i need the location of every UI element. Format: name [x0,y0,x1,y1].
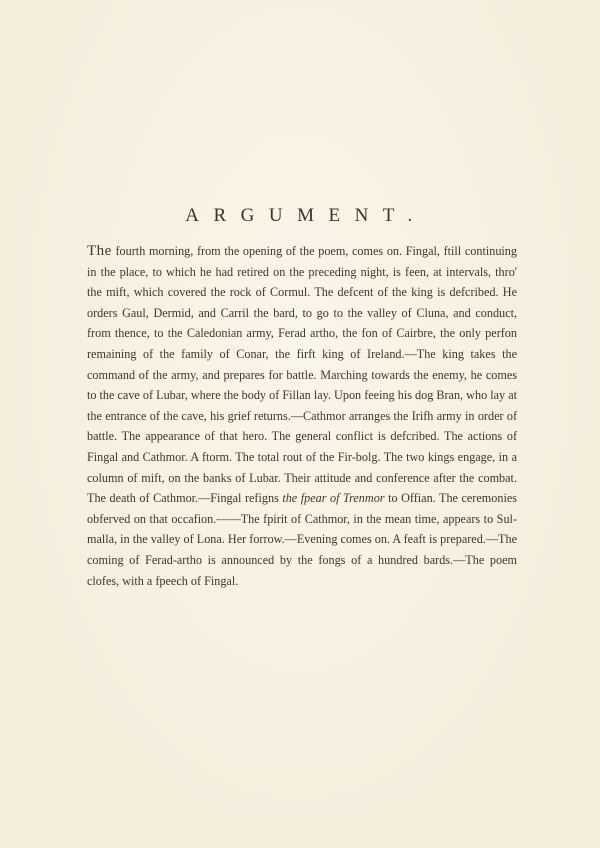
argument-text-part-1: fourth morning, from the opening of the poem, comes on. Fingal, ftill continuing in the place, to which he had retired on the preceding night, is feen, at intervals, thro' the mift, which covered the rock of Cormul. The defcent of the king is defcribed. He orders Gaul, Dermid, and Carril the bard, to go to the valley of Cluna, and conduct, from thence, to the Caledonian army, Ferad artho, the fon of Cairbre, the only perfon remaining of the family of Conar, the firft king of Ireland.—The king takes the command of the army, and prepares for battle. Marching towards the enemy, he comes to the cave of Lubar, where the body of Fillan lay. Upon feeing his dog Bran, who lay at the entrance of the cave, his grief returns.—Cathmor arranges the Irifh army in order of battle. The appearance of that hero. The general conflict is defcribed. The actions of Fingal and Cathmor. A ftorm. The total rout of the Fir-bolg. The two kings engage, in a column of mift, on the banks of Lubar. Their attitude and conference after the combat. The death of Cathmor.—Fingal refigns [87,244,517,506]
italic-phrase: the fpear of Trenmor [282,491,385,506]
argument-heading: ARGUMENT. [185,205,427,226]
argument-text-part-2: to Offian. The ceremonies obferved on that occafion.——The fpirit of Cathmor, in the mean time, appears to Sul-malla, in the valley of Lona. Her forrow.—Evening comes on. A feaft is prepared.—The coming of Ferad-artho is announced by the fongs of a hundred bards.—The poem clofes, with a fpeech of Fingal. [87,491,517,588]
opening-word: The [87,243,112,259]
argument-text [87,241,517,591]
